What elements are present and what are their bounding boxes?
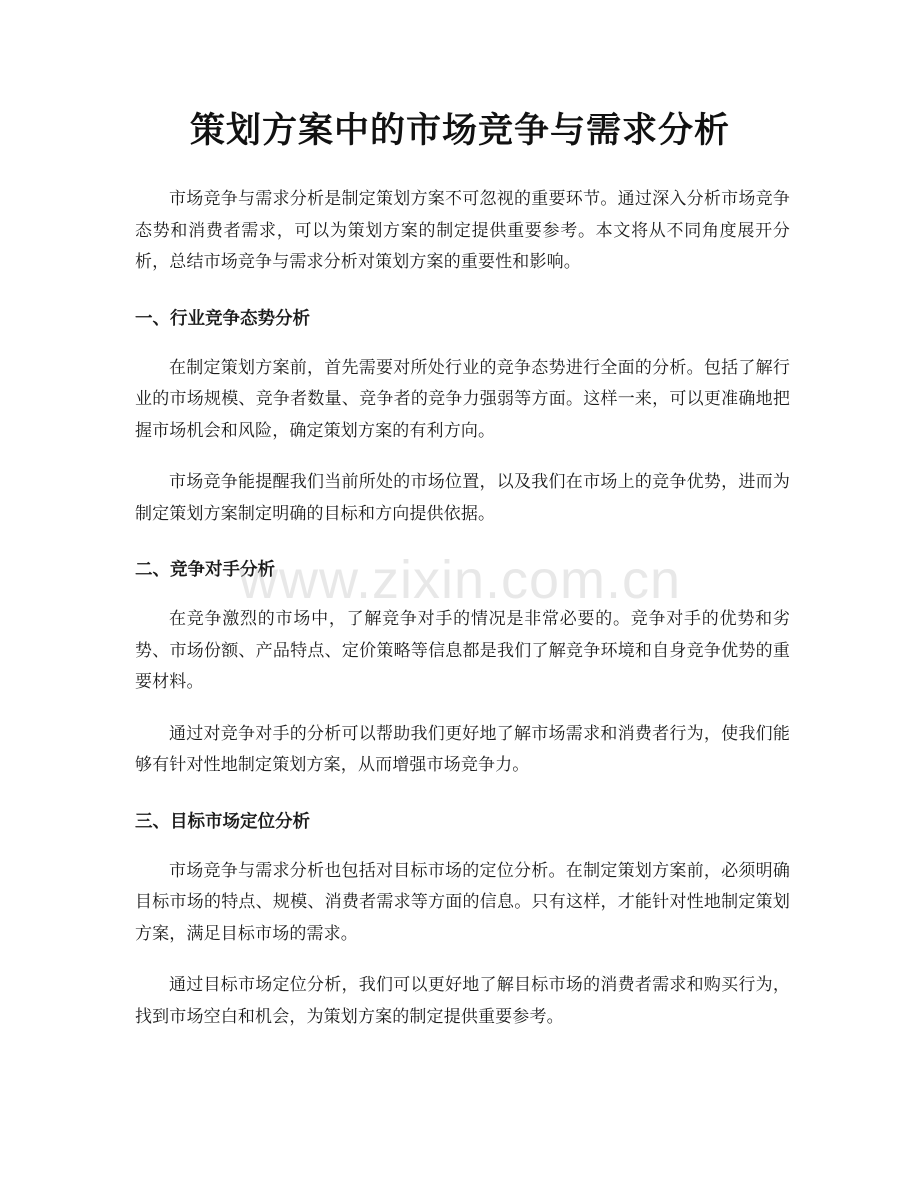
intro-paragraph: 市场竞争与需求分析是制定策划方案不可忽视的重要环节。通过深入分析市场竞争态势和消费者需求，可以为策划方案的制定提供重要参考。本文将从不同角度展开分析，总结市场竞争与需求分析对策划方案的重要性和影响。 (135, 189, 790, 272)
watermark: www.zixin.com.cn (238, 550, 682, 610)
section-heading-target-market: 三、目标市场定位分析 (135, 811, 310, 832)
document-body (135, 184, 790, 1053)
section-paragraph: 市场竞争与需求分析也包括对目标市场的定位分析。在制定策划方案前，必须明确目标市场的特点、规模、消费者需求等方面的信息。只有这样，才能针对性地制定策划方案，满足目标市场的需求。 (135, 860, 790, 944)
document-title: 策划方案中的市场竞争与需求分析 (189, 111, 730, 151)
section-paragraph: 市场竞争能提醒我们当前所处的市场位置，以及我们在市场上的竞争优势，进而为制定策划方案制定明确的目标和方向提供依据。 (135, 472, 790, 524)
section-heading-competitor-analysis: 二、竞争对手分析 (135, 560, 275, 580)
section-heading-industry-competition: 一、行业竞争态势分析 (135, 308, 310, 329)
section-paragraph: 通过对竞争对手的分析可以帮助我们更好地了解市场需求和消费者行为，使我们能够有针对性地制定策划方案，从而增强市场竞争力。 (135, 723, 790, 775)
section-paragraph: 在竞争激烈的市场中，了解竞争对手的情况是非常必要的。竞争对手的优势和劣势、市场份额、产品特点、定价策略等信息都是我们了解竞争环境和自身竞争优势的重要材料。 (135, 609, 790, 692)
section-paragraph: 通过目标市场定位分析，我们可以更好地了解目标市场的消费者需求和购买行为，找到市场空白和机会，为策划方案的制定提供重要参考。 (135, 975, 790, 1027)
section-paragraph: 在制定策划方案前，首先需要对所处行业的竞争态势进行全面的分析。包括了解行业的市场规模、竞争者数量、竞争者的竞争力强弱等方面。这样一来，可以更准确地把握市场机会和风险，确定策划方案的有利方向。 (135, 357, 790, 441)
